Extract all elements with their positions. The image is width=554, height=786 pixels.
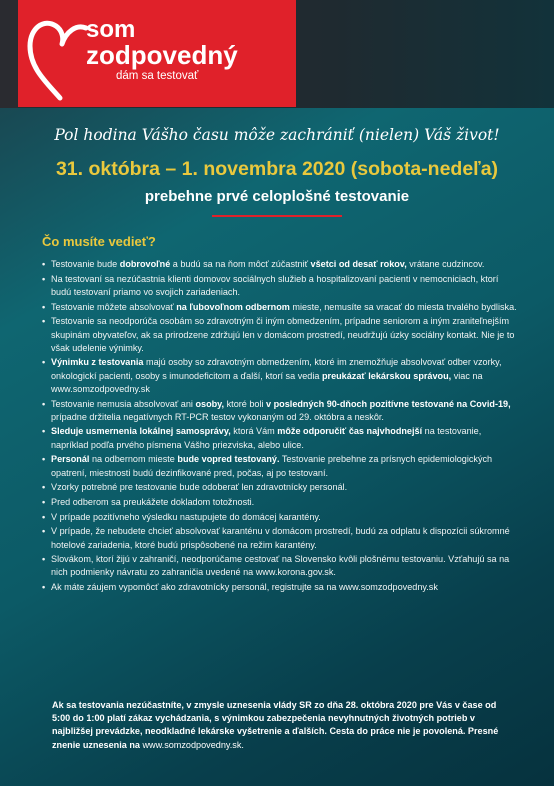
bullet-item: • Testovanie sa neodporúča osobám so zdravotným či iným obmedzením, prípadne seniorom a iným zraniteľnejším skupinám obyvateľov, ak sa prirodzene zdržujú len v domácom prostredí, neudržujú úzky sociálny kontakt. Nie je to však udelenie výnimky.: [42, 315, 518, 355]
top-banner: [0, 0, 554, 108]
footer-link[interactable]: www.somzodpovedny.sk.: [142, 739, 244, 750]
bullet-item: • Vzorky potrebné pre testovanie bude odoberať len zdravotnícky personál.: [42, 481, 518, 494]
bullet-list: [42, 258, 518, 596]
bullet-item: • Ak máte záujem vypomôcť ako zdravotnícky personál, registrujte sa na www.somzodpovedny.sk: [42, 581, 518, 594]
bullet-item: • V prípade, že nebudete chcieť absolvovať karanténu v domácom prostredí, budú za odplatu k dispozícii súkromné hotelové zariadenia, ktoré budú prispôsobené na režim karantény.: [42, 525, 518, 551]
sub-headline: prebehne prvé celoplošné testovanie: [144, 188, 410, 205]
bullet-item: • Pred odberom sa preukážete dokladom totožnosti.: [42, 496, 518, 509]
section-title: Čo musíte vedieť?: [42, 234, 156, 249]
bullet-item: • Na testovaní sa nezúčastnia klienti domovov sociálnych služieb a hospitalizovaní pacienti v nemocniciach, ktorí budú testovaní priamo vo svojich zariadeniach.: [42, 273, 518, 299]
bullet-item: • Testovanie nemusia absolvovať ani osoby, ktoré boli v posledných 90-dňoch pozitívne testované na Covid-19, prípadne držitelia negatívnych RT-PCR testov vykonaným od 29. októbra a neskôr.: [42, 398, 518, 424]
bullet-item: • Personál na odbernom mieste bude vopred testovaný. Testovanie prebehne za prísnych epidemiologických opatrení, miestnosti budú dezinfikované pred, počas, aj po testovaní.: [42, 453, 518, 479]
date-line: 31. októbra – 1. novembra 2020 (sobota-nedeľa): [55, 158, 499, 180]
bullet-item: • Výnimku z testovania majú osoby so zdravotným obmedzením, ktoré im znemožňuje absolvovať odber vzorky, onkologickí pacienti, osoby s imunodeficitom a ďalší, ktorí sa vedia preukázať lekárskou správou, viac na www.somzodpovedny.sk: [42, 356, 518, 396]
headline: Pol hodina Vášho času môže zachrániť (nielen) Váš život!: [54, 126, 500, 144]
bullet-item: • Slovákom, ktorí žijú v zahraničí, neodporúčame cestovať na Slovensko kvôli plošnému testovaniu. Vzťahujú sa na nich podmienky návratu zo zahraničia uvedené na www.korona.gov.sk.: [42, 553, 518, 579]
bullet-item: • V prípade pozitívneho výsledku nastupujete do domácej karantény.: [42, 511, 518, 524]
bullet-item: • Testovanie môžete absolvovať na ľubovoľnom odbernom mieste, nemusíte sa vracať do miesta trvalého bydliska.: [42, 301, 518, 314]
logo-line1: som: [86, 16, 136, 43]
logo-tagline: dám sa testovať: [116, 70, 199, 82]
bullet-item: • Sleduje usmernenia lokálnej samosprávy, ktorá Vám môže odporučiť čas najvhodnejší na testovanie, napríklad podľa prvého písmena Vášho priezviska, alebo ulice.: [42, 425, 518, 451]
bullet-item: • Testovanie bude dobrovoľné a budú sa na ňom môcť zúčastniť všetci od desať rokov, vrátane cudzincov.: [42, 258, 518, 271]
logo: [18, 0, 296, 107]
red-divider: [212, 215, 342, 217]
logo-line2: zodpovedný: [86, 40, 238, 70]
curfew-notice: Ak sa testovania nezúčastníte, v zmysle uznesenia vlády SR zo dňa 28. októbra 2020 pre Vás v čase od 5:00 do 1:00 platí zákaz vychádzania, s výnimkou zabezpečenia nevyhnutných životných potrieb v najbližšej prevádzke, neodkladné lekárske vyšetrenie a ďalších. Cesta do práce nie je povolená. Presné znenie uznesenia na www.somzodpovedny.sk.: [52, 700, 499, 750]
